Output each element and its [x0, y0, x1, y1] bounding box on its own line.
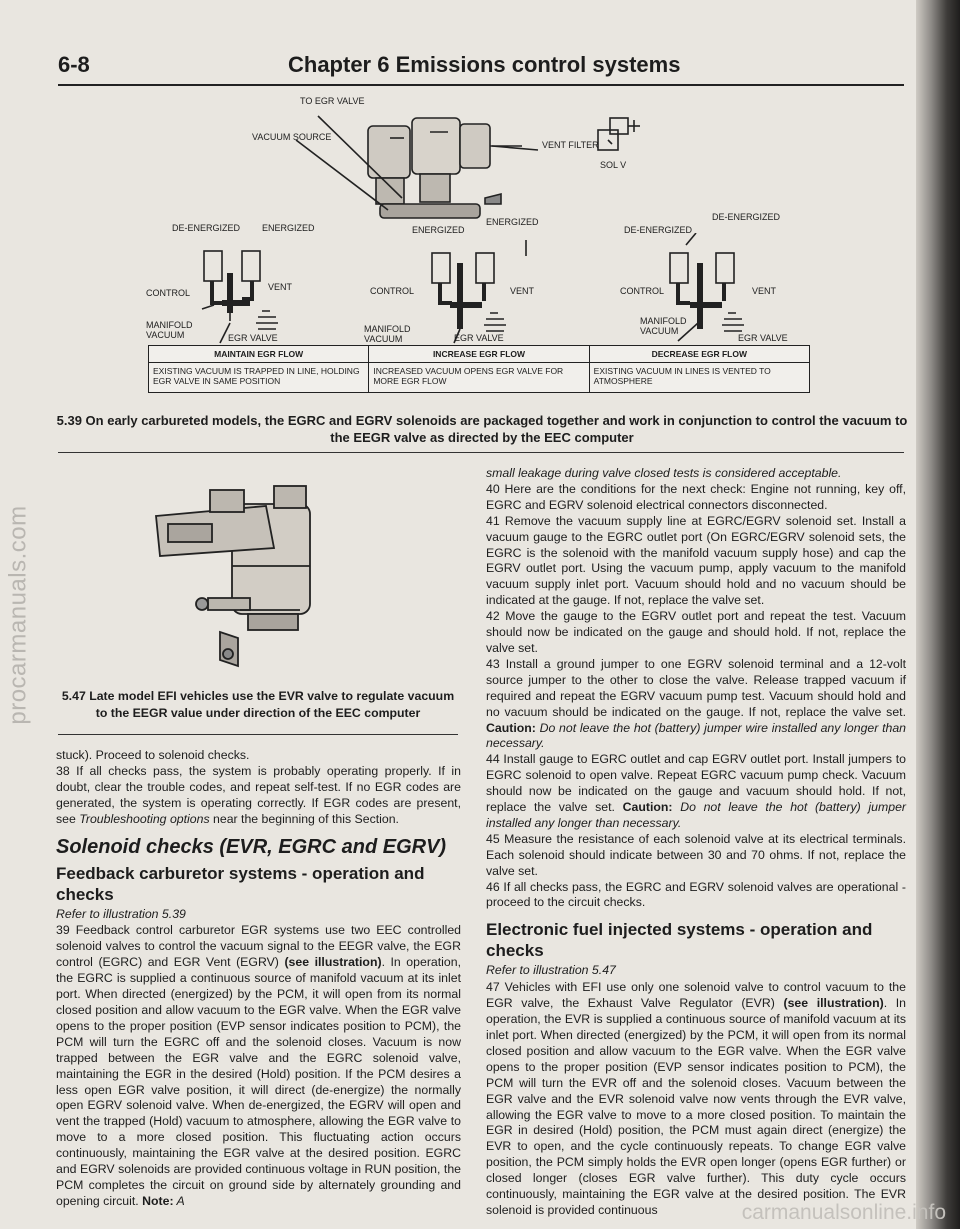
label-manifold-vacuum-2: MANIFOLD VACUUM [364, 324, 411, 344]
paragraph-38: 38 If all checks pass, the system is probably operating properly. If in doubt, clear the trouble codes, and repeat self-test. If no EGR codes are generated, the system is operating correctly. If EGR codes are present, see Troubleshooting options near the beginning of this Section. [56, 763, 461, 826]
flow-heading: MAINTAIN EGR FLOW [149, 346, 368, 363]
label-manifold-vacuum-1: MANIFOLD VACUUM [146, 320, 193, 340]
label-vent-3: VENT [752, 286, 777, 296]
flow-col-increase [369, 346, 589, 392]
label-manifold-vacuum-3: MANIFOLD VACUUM [640, 316, 687, 336]
flow-body: EXISTING VACUUM IN LINES IS VENTED TO ATMOSPHERE [593, 366, 771, 386]
paragraph-stuck: stuck). Proceed to solenoid checks. [56, 748, 250, 762]
flow-col-decrease [590, 346, 809, 392]
egr-flow-table [148, 345, 810, 393]
illustration-reference: Refer to illustration 5.39 [56, 906, 186, 921]
paragraph-45: 45 Measure the resistance of each solenoid valve at its electrical terminals. Each solenoid should indicate between 30 and 70 ohms. If not, replace the valve set. [486, 831, 906, 878]
paragraph-44: 44 Install gauge to EGRC outlet and cap EGRV outlet port. Install jumpers to EGRC solenoid to open valve. Repeat EGRC vacuum pump check. Vacuum should now be indicated on the gauge and vacuum should hold. If not, replace the valve set. Caution: Do not leave the hot (battery) jumper installed any longer than necessary. [486, 752, 907, 830]
paragraph-43: 43 Install a ground jumper to one EGRV solenoid terminal and a 12-volt source jumper to the other to close the valve. Release trapped vacuum if required and repeat the EGRV vacuum pump test. Vacuum should hold and no vacuum should be indicated on the gauge. If not, replace the valve set. Caution: Do not leave the hot (battery) jumper wire installed any longer than necessary. [486, 656, 906, 751]
flow-heading: DECREASE EGR FLOW [590, 346, 809, 363]
page-number: 6-8 [58, 52, 90, 77]
label-de-energized-3: DE-ENERGIZED [624, 225, 693, 235]
caption-rule [58, 452, 904, 453]
label-vent-1: VENT [268, 282, 293, 292]
paragraph-42: 42 Move the gauge to the EGRV outlet port and repeat the test. Vacuum should now be indicated on the gauge and should hold. If not, replace the valve set. [486, 609, 906, 655]
header-rule [58, 84, 904, 86]
label-egr-valve-3: EGR VALVE [738, 333, 788, 343]
label-de-energized-2: DE-ENERGIZED [712, 212, 781, 222]
side-watermark: procarmanuals.com [5, 505, 32, 725]
flow-body: EXISTING VACUUM IS TRAPPED IN LINE, HOLDING EGR VALVE IN SAME POSITION [153, 366, 360, 386]
subsection-heading: Feedback carburetor systems - operation and checks [56, 863, 425, 904]
label-sol-v: SOL V [600, 160, 627, 170]
label-control-2: CONTROL [370, 286, 415, 296]
label-egr-valve-1: EGR VALVE [228, 333, 278, 343]
flow-heading: INCREASE EGR FLOW [369, 346, 588, 363]
illustration-reference-efi: Refer to illustration 5.47 [486, 963, 616, 978]
flow-body: INCREASED VACUUM OPENS EGR VALVE FOR MORE EGR FLOW [373, 366, 564, 386]
subsection-heading-efi: Electronic fuel injected systems - operation and checks [486, 920, 873, 961]
label-de-energized-1: DE-ENERGIZED [172, 223, 241, 233]
left-text-column [56, 748, 461, 1210]
page-header [58, 52, 904, 82]
label-to-egr-valve: TO EGR VALVE [300, 96, 365, 106]
paragraph-41: 41 Remove the vacuum supply line at EGRC/EGRV solenoid set. Install a vacuum gauge to the EGRC outlet port (On EGRC/EGRV solenoid sets, the EGRC is the solenoid with the manifold vacuum supply hose) and cap the EGRV outlet port. Using the vacuum pump, apply vacuum to the manifold vacuum supply inlet port. Vacuum should hold and no vacuum should be indicated at the gauge. If not, replace the valve set. [486, 513, 906, 608]
label-energized-3: ENERGIZED [486, 217, 539, 227]
label-energized-1: ENERGIZED [262, 223, 315, 233]
paragraph-46: 46 If all checks pass, the EGRC and EGRV solenoid valves are operational - proceed to the circuit checks. [486, 879, 906, 910]
label-energized-2: ENERGIZED [412, 225, 465, 235]
paragraph-39: 39 Feedback control carburetor EGR systems use two EEC controlled solenoid valves to control the vacuum signal to the EEGR valve, the EGR control (EGRC) and EGR Vent (EGRV) (see illustration). In operation, the EGRC is supplied a continuous source of manifold vacuum at its inlet port. When directed (energized) by the PCM, it will open from its normal closed position and allow vacuum to the EGR valve. When the EGR valve opens to the proper position (EVP sensor indicates position to PCM), the PCM will turn the EGRC off and the solenoid closes. Vacuum is now trapped between the EGR valve and the EGRC solenoid valve, maintaining the EGR in the desired (Hold) position. If the PCM desires a less open EGR valve position, it will direct (de-energize) the normally open EGRV solenoid valve. When de-energized, the EGRV will open and vent the trapped (Hold) vacuum to atmosphere, allowing the EGR valve to move to a more closed position. This fluctuating action occurs continuously, maintaining the EGR valve at the desired position. EGRC and EGRV solenoids are provided continuous voltage in RUN position, the PCM completes the circuit on ground side by alternately grounding and opening circuit. Note: A [56, 923, 462, 1208]
figure-5-47-caption: 5.47 Late model EFI vehicles use the EVR valve to regulate vacuum to the EEGR value under direction of the EEC computer [61, 689, 455, 720]
paragraph-40: 40 Here are the conditions for the next check: Engine not running, key off, EGRC and EGRV solenoid electrical connectors disconnected. [486, 481, 906, 512]
flow-col-maintain [149, 346, 369, 392]
label-vent-filter: VENT FILTER [542, 140, 599, 150]
page-edge-shadow [916, 0, 960, 1229]
label-control-3: CONTROL [620, 286, 665, 296]
paragraph-small-leakage: small leakage during valve closed tests is considered acceptable. [486, 466, 842, 480]
evr-valve-illustration [60, 470, 458, 685]
label-vent-2: VENT [510, 286, 535, 296]
label-egr-valve-2: EGR VALVE [454, 333, 504, 343]
figure-5-39 [130, 88, 820, 450]
figure-5-39-caption: 5.39 On early carbureted models, the EGRC and EGRV solenoids are packaged together and work in conjunction to control the vacuum to the EEGR valve as directed by the EEC computer [56, 413, 908, 445]
label-control-1: CONTROL [146, 288, 191, 298]
figure-5-47 [60, 470, 458, 685]
label-vacuum-source: VACUUM SOURCE [252, 132, 332, 142]
paragraph-47: 47 Vehicles with EFI use only one solenoid valve to control vacuum to the EGR valve, the Exhaust Valve Regulator (EVR) (see illustration). In operation, the EVR is supplied a continuous source of manifold vacuum at its inlet port. When directed (energized) by the PCM, it will open from its normal closed position and allow vacuum to the EGR valve. When the EGR valve opens to the proper position (EVP sensor indicates position to PCM), the PCM will turn the EVR off and the solenoid closes. Vacuum between the EGR valve and the EVR solenoid valve now vents through the EVR valve, allowing the EGR valve to move to a more closed position. To maintain the EGR in desired (Hold) position, the PCM must again direct (energize) the EVR to open, and the cycle continuously repeats. To change EGR valve position, the PCM simply holds the EVR open longer (opens EGR further) or closed longer (closes EGR valve further). This duty cycle occurs continuously, maintaining the EGR valve at the desired position. The EVR solenoid is provided continuous [486, 980, 907, 1217]
section-heading: Solenoid checks (EVR, EGRC and EGRV) [56, 835, 447, 858]
caption-left-rule [58, 734, 458, 735]
chapter-title: Chapter 6 Emissions control systems [288, 52, 681, 77]
right-text-column [486, 466, 906, 1219]
bottom-watermark: carmanualsonline.info [741, 1201, 946, 1224]
